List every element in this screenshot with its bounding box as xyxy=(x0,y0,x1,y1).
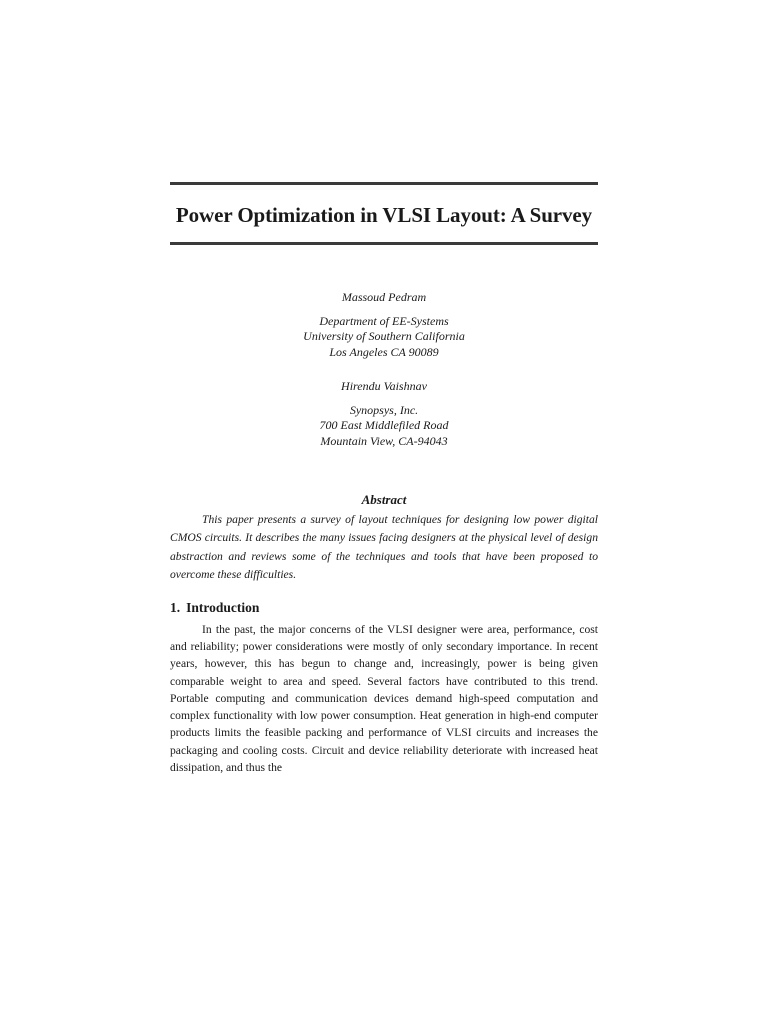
authors-section xyxy=(170,290,598,449)
section-heading xyxy=(170,599,598,617)
author-name: Massoud Pedram xyxy=(341,290,427,304)
top-rule xyxy=(170,182,598,185)
abstract-heading: Abstract xyxy=(361,492,407,507)
affiliation-line: 700 East Middlefiled Road xyxy=(319,418,449,432)
introduction-paragraph: In the past, the major concerns of the VLSI designer were area, performance, cost and reliability; power considerations were mostly of only secondary importance. In recent years, however, this has begun to change and, increasingly, power is being given comparable weight to area and speed. Several factors have contributed to this trend. Portable computing and communication devices demand high-speed computation and complex functionality with low power consumption. Heat generation in high-end computer products limits the feasible packing and performance of VLSI circuits and increases the packaging and cooling costs. Circuit and device reliability deteriorate with increased heat dissipation, and thus the xyxy=(170,622,598,774)
author-name: Hirendu Vaishnav xyxy=(341,379,427,393)
affiliation-line: Synopsys, Inc. xyxy=(349,402,419,417)
affiliation-line: Mountain View, CA-94043 xyxy=(320,433,448,448)
affiliation-line: University of Southern California xyxy=(303,329,465,343)
section-number: 1. xyxy=(170,599,181,615)
section-title: Introduction xyxy=(186,599,260,615)
affiliation-line: Los Angeles CA 90089 xyxy=(329,344,439,359)
bottom-rule xyxy=(170,242,598,245)
author-block xyxy=(170,379,598,449)
paper-title: Power Optimization in VLSI Layout: A Survey xyxy=(175,203,593,227)
author-block xyxy=(170,290,598,360)
paper-page xyxy=(170,182,598,776)
affiliation-line: Department of EE-Systems xyxy=(319,313,449,328)
abstract-text: This paper presents a survey of layout techniques for designing low power digital CMOS circuits. It describes the many issues facing designers at the physical level of design abstraction and reviews some of the techniques and tools that have been proposed to overcome these difficulties. xyxy=(170,513,598,582)
